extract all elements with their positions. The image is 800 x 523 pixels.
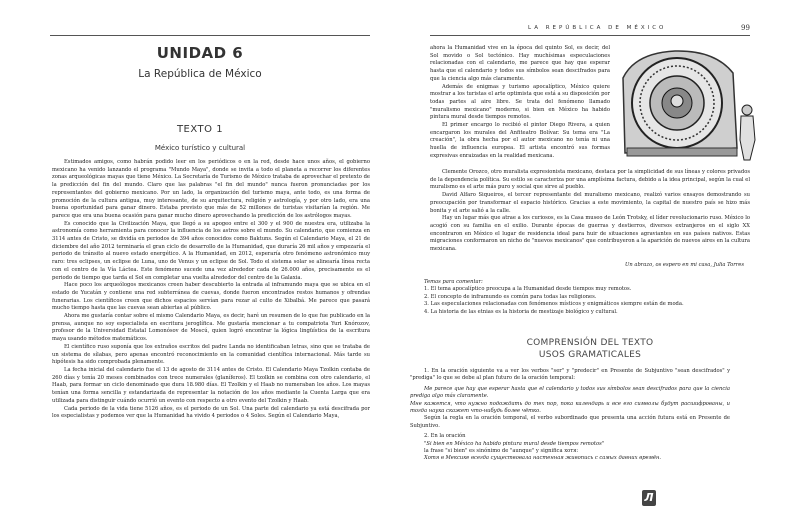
text-subtitle: México turístico y cultural (154, 144, 246, 152)
theme-item: 2. El concepto de inframundo es común para todas las religiones. (424, 293, 597, 300)
running-head: LA REPÚBLICA DE MÉXICO (528, 25, 667, 31)
exercise-1-intro: 1. En la oración siguiente va a ver los verbos "ser" y "predecir" en Presente de Subjuntivo "sean descifrados" y "prediga" lo que se debe al plan futuro de la oración temporal: (410, 368, 730, 382)
paragraph: Cada periodo de la vida tiene 5126 años, es el periodo de un Sol. Una parte del calendario ya está descifrada por los especialistas y podemos ver que la Humanidad ha vivido 4 periodos o 4 Soles. Según el Calendario Maya, (52, 405, 370, 420)
right-body-column (430, 45, 610, 161)
theme-item: 4. La historia de las etnias es la historia de mestizaje biológico y cultural. (424, 308, 618, 315)
exercise-2-quote: "Si bien en México ha habido pintura mural desde tiempos remotos" (424, 440, 605, 447)
paragraph: El primer encargo lo recibió el pintor Diego Rivera, a quien encargaron los murales del Anfiteatro Bolívar. Su tema era "La creación", la obra hecha por el autor mexicano no tenía ni una huella de influencia europea. El artista encontró sus formas expresivas enraizadas en la realidad mexicana. (430, 122, 610, 159)
grammar-exercises (410, 368, 730, 463)
exercise-1-example: Me parece que hay que esperar hasta que el calendario y todos sus símbolos sean descifrados para que la ciencia prediga algo más claramente. (410, 385, 730, 400)
left-body (52, 159, 370, 421)
unit-title: UNIDAD 6 (156, 44, 244, 62)
discussion-themes (424, 279, 744, 316)
paragraph: David Alfaro Siqueiros, el tercer representante del muralismo mexicano, realizó varios ensayos demostrando su preocupación por transformar el espacio histórico. Gracias a este movimiento, la capital de nuestro país se hizo más bonita y el arte salió a la calle. (430, 192, 750, 214)
text-title: TEXTO 1 (176, 124, 224, 135)
paragraph: Hace poco los arqueólogos mexicanos creen haber descubierto la entrada al inframundo maya que se ubica en el estado de Yucatán y contiene una red subterránea de cuevas, donde fueron encontrados restos humanos y ofrendas funerarias. Los científicos creen que dichos espacios servían para rezar al culto de Xibalbá. Me parece que pasará mucho tiempo hasta que las cuevas sean abiertas al público. (52, 282, 370, 312)
paragraph: Hay un lugar más que atrae a los curiosos, es la Casa museo de León Trotsky, el líder revolucionario ruso. México lo acogió con su familia en el exilio. Durante épocas de guerras y destierros, diversos extranjeros en el siglo XX encontraron en México el lugar de residencia ideal para huir de situaciones agraviantes en sus países nativos. Estas migraciones conformaron un nicho de "nuevos mexicanos" que contribuyeron a la aparición de nuevos aires en la cultura mexicana. (430, 215, 750, 253)
unit-subtitle: La República de México (138, 68, 262, 80)
theme-item: 1. El tema apocalíptico preocupa a la Humanidad desde tiempos muy remotos. (424, 286, 632, 293)
letter-signature: Un abrazo, os espero en mi casa, Julia Torres (625, 262, 744, 268)
section-title-grammar: USOS GRAMATICALES (538, 350, 642, 360)
paragraph: El científico ruso suponía que los extraños escritos del padre Landa no identificaban letras, sino que se trataba de un sistema de sílabas, pero apenas encontró reconocimiento en la comunidad científica internacional. Más tarde su hipótesis ha sido comprobada plenamente. (52, 343, 370, 366)
paragraph: Ahora me gustaría contar sobre el mismo Calendario Maya, es decir, haré un resumen de lo que fue publicado en la prensa, aunque no soy especialista en escritura jeroglífica. Me gustaría mencionar a tu compatriota Yuri Knórozov, profesor de la Universidad Estatal Lomonósov de Moscú, quien logró encontrar la lógica lingüística de la escritura maya usando métodos matemáticos. (52, 313, 370, 343)
sun-stone-illustration (615, 48, 765, 168)
top-rule (50, 35, 370, 36)
paragraph: La fecha inicial del calendario fue el 13 de agosto de 3114 antes de Cristo. El Calendario Maya Tzolkin contaba de 260 días y tenía 20 meses combinados con trece numerales (glaníferos). El tzolkin se combina con otro calendario, el Haab, para formar un ciclo denominado que dura 18.980 días. El Tzolkin y el Haab no numeraban los años. Los mayas tenían una forma sencilla y estandarizada de representar la notación de los años mediante la Cuenta Larga que era utilizada para distinguir cuándo ocurrió un evento con respecto a otro evento del Tzolkin y Haab. (52, 366, 370, 404)
exercise-1-translation: Мне кажется, что нужно подождать до тех пор, пока календарь и все его символы будут расшифрованы, и тогда наука скажет что-нибудь более чётко. (410, 400, 730, 415)
exercise-2-explanation: la frase "si bien" es sinónimo de "aunque" y significa хотя: (424, 448, 579, 455)
exercise-1-rule: Según la regla en la oración temporal, el verbo subordinado que presenta una acción futura está en Presente de Subjuntivo. (410, 415, 730, 429)
page-number: 99 (741, 24, 750, 32)
exercise-2-translation: Хотя в Мексике всегда существовала настенная живопись с самых давних времён. (424, 455, 662, 462)
themes-title: Temas para comentar: (424, 279, 483, 285)
publisher-logo-icon: Л (642, 490, 656, 506)
exercise-2-intro: 2. En la oración (424, 433, 466, 440)
right-body-full (430, 169, 750, 254)
paragraph: Clemente Orozco, otro muralista expresionista mexicano, destaca por la simplicidad de sus líneas y colores privados de la dependencia política. Su estilo se caracteriza por una amplísima factura, debido a la idea principal, según la cual el muralismo es el arte más puro y social que sirve al pueblo. (430, 169, 750, 191)
paragraph: Estimados amigos, como habrán podido leer en los periódicos o en la red, desde hace unos años, el gobierno mexicano ha venido lanzando el programa "Mundo Maya", donde se invita a todo el planeta a recorrer los diferentes zonas arqueológicas mayas que tiene México. La Secretaría de Turismo de México trataba de aprovechar el pretexto de la predicción del fin del mundo. Claro que las palabras "el fin del mundo" nunca fueron pronunciadas por los representantes del gobierno mexicano. Por un lado, la organización del turismo maya, ante todo, es una forma de promoción de la cultura antigua, muy interesante, de su arquitectura, religión y astrología, y por otro lado, era una buena oportunidad para ganar dinero. Estaba previsto que más de 52 millones de turistas visitarían la región. Me parece que era una buena ocasión para ganar mucho dinero aprovechando la predicción de los astrólogos mayas. (52, 159, 370, 219)
right-page (400, 0, 800, 523)
theme-item: 3. Las especulaciones relacionadas con fenómenos místicos y enigmáticos siempre están de moda. (424, 301, 684, 308)
paragraph: ahora la Humanidad vive en la época del quinto Sol, es decir, del Sol movido o Sol tectónico. Hay muchísimas especulaciones relacionadas con el calendario, me parece que hay que esperar hasta que el calendario y todos sus símbolos sean descifrados para que la ciencia algo más claramente. (430, 45, 610, 82)
section-title-comprehension: COMPRENSIÓN DEL TEXTO (526, 338, 654, 348)
paragraph: Además de enigmas y turismo apocalíptico, México quiere mostrar a los turistas el arte optimista que está a su disposición por todas partes al aire libre. Se trata del fenómeno llamado "muralismo mexicano" moderno, si bien en México ha habido pintura mural desde tiempos remotos. (430, 83, 610, 121)
paragraph: Es conocido que la Civilización Maya, que llegó a su apogeo entre el 300 y el 900 de nuestra era, utilizaba la astronomía como herramienta para conocer la influencia de los astros sobre el mundo. Su calendario, que comienza en 3114 antes de Cristo, se dividía en periodos de 394 años conocidos como Baktuns. Según el Calendario Maya, el 21 de diciembre del año 2012 terminaría el gran ciclo de desarrollo de la Humanidad, que duraría 26 mil años y empezaría el periodo de tránsito al nuevo estado energético. A la Humanidad, en 2012, esperaría otro fenómeno astronómico muy raro: tres eclipses, un eclipse de Luna, uno de Venus y un eclipse de Sol. Todo el sistema solar se alinearía línea recta con el centro de la Vía Láctea. Este fenómeno sucede una vez alrededor cada de 26.000 años, precisamente es el periodo de tiempo que tarda el Sol en completar una vuelta alrededor del centro de la Galaxia. (52, 220, 370, 281)
top-rule (430, 35, 750, 36)
